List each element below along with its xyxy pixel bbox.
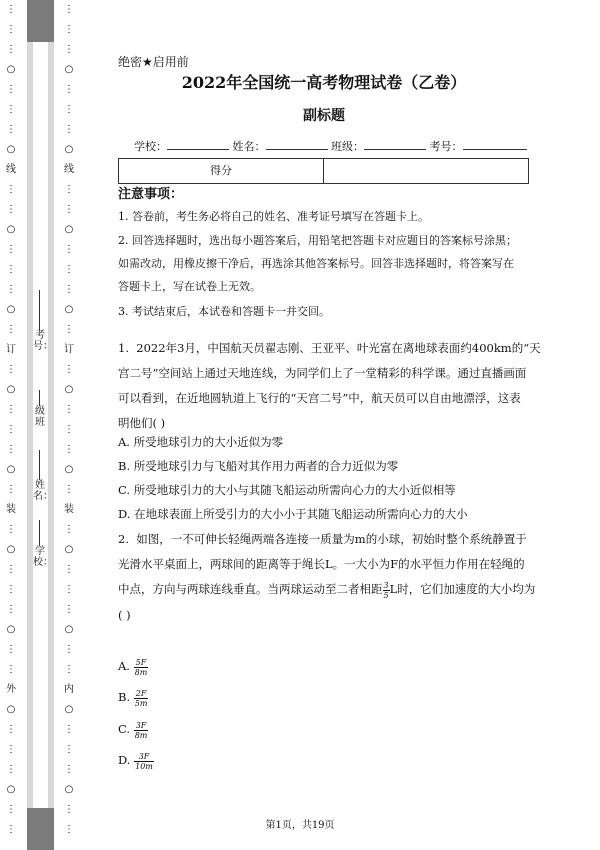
q1-option-d[interactable]: D. 在地球表面上所受引力的大小小于其随飞船运动所需向心力的大小 (118, 507, 468, 521)
field-class: 级班 (33, 390, 47, 428)
binding-mark: ⋮ (6, 24, 16, 35)
q2-option-b-fraction: $\frac{2F}{5m}$ (134, 688, 148, 708)
q1-option-c[interactable]: C. 所受地球引力的大小与其随飞船运动所需向心力的大小近似相等 (118, 483, 456, 497)
q2-option-d[interactable]: D. $\frac{3F}{10m}$ (118, 751, 153, 771)
binding-mark: ○ (6, 784, 16, 795)
binding-mark: ⋮ (64, 124, 74, 135)
binding-mark: ⋮ (64, 44, 74, 55)
field-name: 姓名： (33, 450, 47, 502)
exam-number-label: 考号： (429, 140, 463, 153)
binding-mark: ⋮ (64, 664, 74, 675)
page-footer: 第1页，共19页 (265, 820, 335, 831)
binding-mark: ⋮ (64, 244, 74, 255)
name-label: 姓名： (232, 140, 266, 153)
binding-mark: ⋮ (64, 24, 74, 35)
school-blank[interactable] (167, 139, 229, 150)
binding-mark: ○ (64, 64, 74, 75)
binding-mark: ○ (6, 544, 16, 555)
binding-mark: 线 (64, 164, 74, 175)
binding-mark: ⋮ (64, 4, 74, 15)
binding-mark: ⋮ (6, 564, 16, 575)
binding-mark: ⋮ (6, 644, 16, 655)
binding-mark: ○ (6, 144, 16, 155)
binding-mark: ⋮ (64, 724, 74, 735)
binding-mark: ○ (64, 704, 74, 715)
q2-option-b[interactable]: B. $\frac{2F}{5m}$ (118, 688, 148, 708)
binding-mark: ○ (6, 384, 16, 395)
class-blank[interactable] (364, 139, 426, 150)
notice-line: 1. 答卷前，考生务必将自己的姓名、准考证号填写在答题卡上。 (118, 210, 429, 223)
secret-label: 绝密★启用前 (118, 55, 189, 69)
binding-mark: ⋮ (6, 104, 16, 115)
q2-line: ( ) (118, 608, 131, 622)
binding-mark: ○ (64, 784, 74, 795)
binding-mark: ⋮ (6, 4, 16, 15)
band-top-block (27, 0, 54, 42)
school-label: 学校： (134, 140, 167, 153)
binding-mark: ⋮ (6, 284, 16, 295)
binding-mark: ⋮ (6, 804, 16, 815)
q1-line: 宫二号”空间站上通过天地连线，为同学们上了一堂精彩的科学课。通过直播画面 (118, 366, 527, 380)
binding-mark: ⋮ (6, 744, 16, 755)
field-exam-number: 考号： (33, 290, 47, 352)
binding-mark: ⋮ (6, 204, 16, 215)
student-info-line (134, 138, 527, 154)
binding-mark: ○ (6, 64, 16, 75)
binding-mark: ⋮ (64, 284, 74, 295)
binding-mark: ⋮ (6, 824, 16, 835)
q1-line: 1. 2022年3月，中国航天员翟志刚、王亚平、叶光富在离地球表面约400km的“天 (118, 341, 541, 355)
q1-number: 1. (118, 341, 129, 355)
binding-mark: ○ (64, 624, 74, 635)
binding-mark: 订 (64, 344, 74, 355)
binding-mark: ⋮ (6, 524, 16, 535)
exam-number-blank[interactable] (463, 139, 527, 150)
binding-mark: ⋮ (64, 264, 74, 275)
binding-mark: ⋮ (6, 324, 16, 335)
q1-option-b[interactable]: B. 所受地球引力与飞船对其作用力两者的合力近似为零 (118, 459, 399, 473)
binding-mark: 内 (64, 684, 74, 695)
notice-line: 如需改动，用橡皮擦干净后，再选涂其他答案标号。回答非选择题时，将答案写在 (118, 257, 514, 270)
binding-dots-right (62, 0, 76, 850)
binding-mark: ○ (64, 224, 74, 235)
class-label: 班级： (331, 140, 364, 153)
binding-mark: ⋮ (6, 124, 16, 135)
binding-mark: 外 (6, 684, 16, 695)
binding-mark: ⋮ (64, 104, 74, 115)
binding-mark: ⋮ (6, 84, 16, 95)
binding-mark: ⋮ (6, 264, 16, 275)
q2-line: 2. 如图，一不可伸长轻绳两端各连接一质量为m的小球，初始时整个系统静置于 (118, 532, 527, 546)
exam-subtitle: 副标题 (303, 108, 345, 124)
binding-mark: ⋮ (64, 604, 74, 615)
binding-mark: ⋮ (64, 204, 74, 215)
q2-option-c[interactable]: C. $\frac{3F}{8m}$ (118, 720, 148, 740)
binding-mark: ⋮ (64, 184, 74, 195)
q1-line: 明他们( ) (118, 416, 166, 430)
binding-mark: ⋮ (6, 724, 16, 735)
binding-mark: ⋮ (6, 604, 16, 615)
q2-option-d-fraction: $\frac{3F}{10m}$ (135, 751, 153, 771)
binding-mark: ○ (64, 384, 74, 395)
binding-mark: 订 (6, 344, 16, 355)
binding-mark: ⋮ (64, 324, 74, 335)
notice-line: 答题卡上，写在试卷上无效。 (118, 280, 261, 293)
binding-mark: ⋮ (64, 364, 74, 375)
binding-mark: ⋮ (64, 564, 74, 575)
binding-mark: ⋮ (6, 184, 16, 195)
binding-mark: ⋮ (6, 404, 16, 415)
binding-mark: ⋮ (64, 404, 74, 415)
q2-line: 光滑水平桌面上，两球间的距离等于绳长L。一大小为F的水平恒力作用在轻绳的 (118, 557, 525, 571)
q2-option-a-fraction: $\frac{5F}{8m}$ (134, 657, 148, 677)
binding-mark: ○ (64, 304, 74, 315)
q2-number: 2. (118, 532, 129, 546)
binding-mark: ○ (64, 144, 74, 155)
binding-mark: ⋮ (64, 824, 74, 835)
q2-inline-fraction: $\frac{3}{5}$ (383, 580, 389, 600)
binding-mark: ⋮ (64, 84, 74, 95)
binding-mark: ⋮ (6, 764, 16, 775)
notice-line: 3. 考试结束后，本试卷和答题卡一并交回。 (118, 305, 330, 318)
binding-mark: ○ (6, 624, 16, 635)
field-school: 学校： (33, 520, 47, 568)
binding-mark: ○ (64, 464, 74, 475)
binding-mark: ○ (6, 224, 16, 235)
binding-mark: 线 (6, 164, 16, 175)
binding-mark: ⋮ (64, 484, 74, 495)
binding-mark: ⋮ (64, 804, 74, 815)
binding-mark: ⋮ (64, 764, 74, 775)
binding-mark: ⋮ (64, 744, 74, 755)
binding-mark: ○ (6, 704, 16, 715)
binding-mark: ⋮ (6, 44, 16, 55)
binding-mark: ⋮ (64, 444, 74, 455)
binding-mark: ⋮ (64, 424, 74, 435)
binding-dots-left (4, 0, 18, 850)
binding-mark: 装 (64, 504, 74, 515)
exam-title: 2022年全国统一高考物理试卷（乙卷） (181, 73, 467, 92)
notice-heading: 注意事项： (118, 187, 184, 202)
q1-line: 可以看到，在近地圆轨道上飞行的“天宫二号”中，航天员可以自由地漂浮，这表 (118, 391, 521, 405)
binding-mark: ⋮ (64, 644, 74, 655)
q2-option-c-fraction: $\frac{3F}{8m}$ (134, 720, 148, 740)
binding-mark: ⋮ (64, 524, 74, 535)
binding-mark: ⋮ (6, 664, 16, 675)
binding-mark: ○ (6, 464, 16, 475)
notice-line: 2. 回答选择题时，选出每小题答案后，用铅笔把答题卡对应题目的答案标号涂黑； (118, 234, 517, 247)
binding-mark: ⋮ (6, 484, 16, 495)
q1-option-a[interactable]: A. 所受地球引力的大小近似为零 (118, 435, 284, 449)
q2-option-a[interactable]: A. $\frac{5F}{8m}$ (118, 657, 148, 677)
binding-mark: ⋮ (6, 584, 16, 595)
binding-mark: ○ (6, 304, 16, 315)
binding-mark: 装 (6, 504, 16, 515)
binding-mark: ○ (64, 544, 74, 555)
binding-mark: ⋮ (6, 364, 16, 375)
name-blank[interactable] (266, 139, 328, 150)
binding-mark: ⋮ (6, 424, 16, 435)
binding-mark: ⋮ (6, 244, 16, 255)
binding-mark: ⋮ (64, 584, 74, 595)
score-table (118, 158, 529, 184)
score-label: 得分 (119, 159, 324, 183)
binding-mark: ⋮ (6, 444, 16, 455)
q2-line: 中点，方向与两球连线垂直。当两球运动至二者相距 $\frac{3}{5}$ L时，它们加速度的大小均为 (118, 580, 536, 600)
